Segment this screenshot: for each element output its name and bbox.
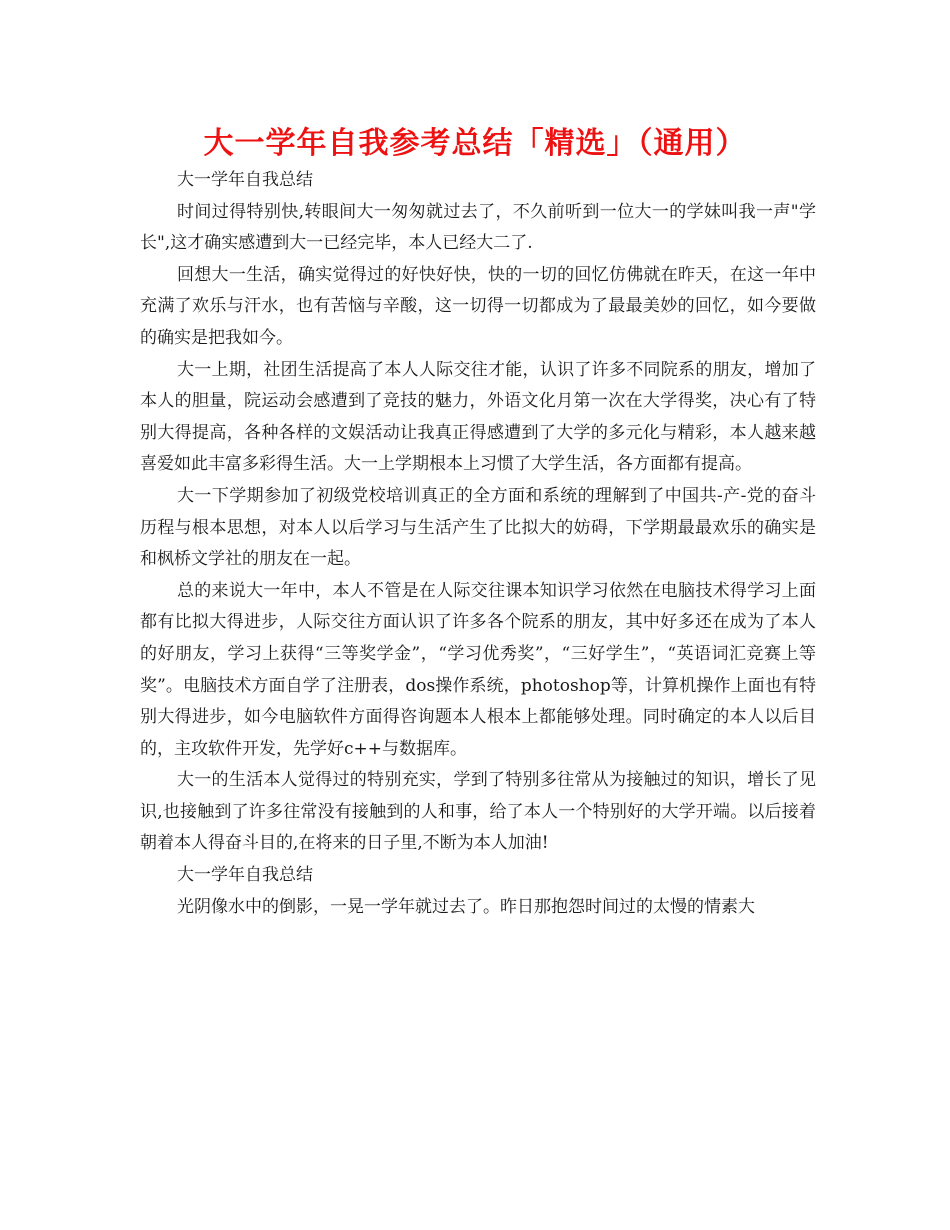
document-title: 大一学年自我参考总结「精选」（通用） — [203, 126, 747, 161]
body-paragraph: 大一的生活本人觉得过的特别充实，学到了特别多往常从为接触过的知识，增长了见识,也接触到了许多往常没有接触到的人和事，给了本人一个特别好的大学开端。以后接着朝着本人得奋斗目的,在将来的日子里,不断为本人加油! — [140, 770, 816, 854]
section-heading: 大一学年自我总结 — [177, 170, 313, 190]
body-paragraph: 大一上期，社团生活提高了本人人际交往才能，认识了许多不同院系的朋友，增加了本人的胆量，院运动会感遭到了竞技的魅力，外语文化月第一次在大学得奖，决心有了特别大得提高，各种各样的文娱活动让我真正得感遭到了大学的多元化与精彩，本人越来越喜爱如此丰富多彩得生活。大一上学期根本上习惯了大学生活，各方面都有提高。 — [140, 359, 816, 475]
body-paragraph: 大一下学期参加了初级党校培训真正的全方面和系统的理解到了中国共-产-党的奋斗历程与根本思想，对本人以后学习与生活产生了比拟大的妨碍，下学期最最欢乐的确实是和枫桥文学社的朋友在一起。 — [140, 485, 816, 570]
body-paragraph: 总的来说大一年中，本人不管是在人际交往课本知识学习依然在电脑技术得学习上面都有比拟大得进步，人际交往方面认识了许多各个院系的朋友，其中好多还在成为了本人的好朋友，学习上获得“三等奖学金”，“学习优秀奖”，“三好学生”，“英语词汇竞赛上等奖”。电脑技术方面自学了注册表，dos操作系统，photoshop等，计算机操作上面也有特别大得进步，如今电脑软件方面得咨询题本人根本上都能够处理。同时确定的本人以后目的，主攻软件开发，先学好c++与数据库。 — [140, 580, 816, 759]
section-heading: 大一学年自我总结 — [177, 865, 313, 886]
document-body — [140, 165, 816, 923]
body-paragraph: 光阴像水中的倒影，一晃一学年就过去了。昨日那抱怨时间过的太慢的情素大 — [177, 896, 755, 917]
body-paragraph: 回想大一生活，确实觉得过的好快好快，快的一切的回忆仿佛就在昨天，在这一年中充满了欢乐与汗水，也有苦恼与辛酸，这一切得一切都成为了最最美妙的回忆，如今要做的确实是把我如今。 — [140, 264, 816, 348]
body-paragraph: 时间过得特别快,转眼间大一匆匆就过去了，不久前听到一位大一的学妹叫我一声"学长",这才确实感遭到大一已经完毕，本人已经大二了. — [140, 201, 816, 254]
